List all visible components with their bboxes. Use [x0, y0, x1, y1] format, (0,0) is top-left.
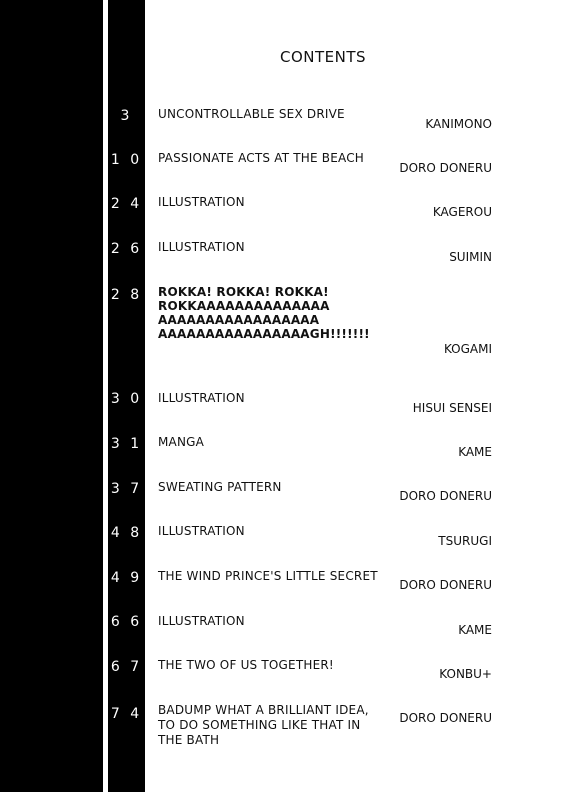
- author-name: DORO DONERU: [399, 711, 492, 725]
- author-name: DORO DONERU: [399, 578, 492, 592]
- author-name: SUIMIN: [449, 250, 492, 264]
- page-number: 3 0: [110, 391, 143, 407]
- page-number: 3 1: [110, 436, 143, 452]
- author-name: KAGEROU: [432, 205, 492, 219]
- story-title: ILLUSTRATION: [158, 391, 245, 405]
- story-title: THE WIND PRINCE'S LITTLE SECRET: [158, 569, 378, 583]
- author-name: KANIMONO: [425, 117, 492, 131]
- page-title: CONTENTS: [279, 48, 367, 66]
- page-number: 4 9: [110, 570, 143, 586]
- story-title: ILLUSTRATION: [158, 614, 245, 628]
- author-name: KAME: [458, 445, 492, 459]
- page-number: 2 4: [110, 196, 143, 212]
- author-name: TSURUGI: [438, 534, 492, 548]
- story-title: ILLUSTRATION: [158, 195, 245, 209]
- story-title: PASSIONATE ACTS AT THE BEACH: [158, 151, 365, 165]
- story-title: ROKKA! ROKKA! ROKKA! ROKKAAAAAAAAAAAAAA AAAAAAAAAAAAAAAAA AAAAAAAAAAAAAAAAGH!!!!!!!: [158, 285, 370, 341]
- story-title: BADUMP WHAT A BRILLIANT IDEA, TO DO SOMETHING LIKE THAT IN THE BATH: [158, 703, 369, 747]
- page-number: 6 6: [110, 614, 143, 630]
- author-name: HISUI SENSEI: [412, 401, 492, 415]
- author-name: KOGAMI: [443, 342, 492, 356]
- story-title: ILLUSTRATION: [158, 524, 245, 538]
- page-number: 3: [120, 108, 133, 124]
- page-number: 2 6: [110, 241, 143, 257]
- page-number: 6 7: [110, 659, 143, 675]
- author-name: DORO DONERU: [399, 161, 492, 175]
- author-name: DORO DONERU: [399, 489, 492, 503]
- page-number: 2 8: [110, 287, 143, 303]
- story-title: SWEATING PATTERN: [158, 480, 282, 494]
- page-number: 3 7: [110, 481, 143, 497]
- story-title: UNCONTROLLABLE SEX DRIVE: [158, 107, 345, 121]
- story-title: THE TWO OF US TOGETHER!: [158, 658, 334, 672]
- author-name: KAME: [458, 623, 492, 637]
- author-name: KONBU+: [439, 667, 492, 681]
- story-title: ILLUSTRATION: [158, 240, 245, 254]
- page-number: 7 4: [110, 706, 143, 722]
- page-number: 1 0: [110, 152, 143, 168]
- page-number: 4 8: [110, 525, 143, 541]
- story-title: MANGA: [158, 435, 205, 449]
- left-black-border: [0, 0, 103, 792]
